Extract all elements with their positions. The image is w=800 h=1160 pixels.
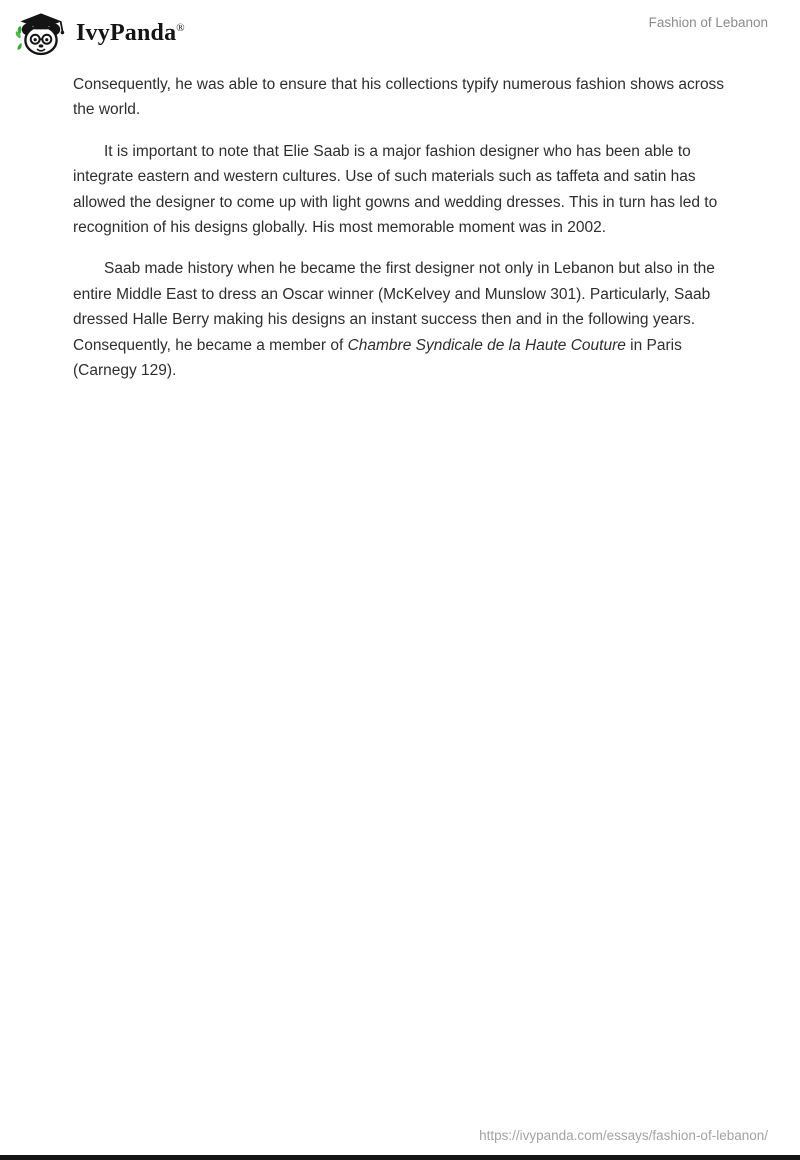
paragraph: [73, 256, 725, 383]
footer-url[interactable]: https://ivypanda.com/essays/fashion-of-lebanon/: [479, 1128, 768, 1143]
registered-mark: ®: [176, 21, 185, 34]
paragraph: [73, 139, 725, 241]
brand-name: IvyPanda®: [76, 19, 185, 46]
italic-text-run: Chambre Syndicale de la Haute Couture: [347, 336, 626, 354]
text-run: Saab made history when he became the first designer not only in Lebanon but also in the entire Middle East to dress an Oscar winner (McKelvey and Munslow 301). Particularly, Saab dressed Halle Berry making his designs an instant success then and in the following years. Consequently, he became a member of: [73, 260, 715, 354]
text-run: It is important to note that Elie Saab is a major fashion designer who has been able to integrate eastern and western cultures. Use of such materials such as taffeta and satin has allowed the designer to come up with light gowns and wedding dresses. This in turn has led to recognition of his designs globally. His most memorable moment was in 2002.: [73, 142, 718, 237]
document-title: Fashion of Lebanon: [648, 15, 768, 30]
text-run: Consequently, he was able to ensure that his collections typify numerous fashion shows across the world.: [73, 76, 725, 119]
text-run: in Paris (Carnegy 129).: [73, 336, 682, 380]
brand-logo[interactable]: [14, 8, 185, 58]
ivypanda-logo-icon: [14, 8, 68, 58]
paragraph: [73, 72, 725, 123]
essay-body: [73, 72, 725, 399]
page-header: [14, 8, 768, 58]
